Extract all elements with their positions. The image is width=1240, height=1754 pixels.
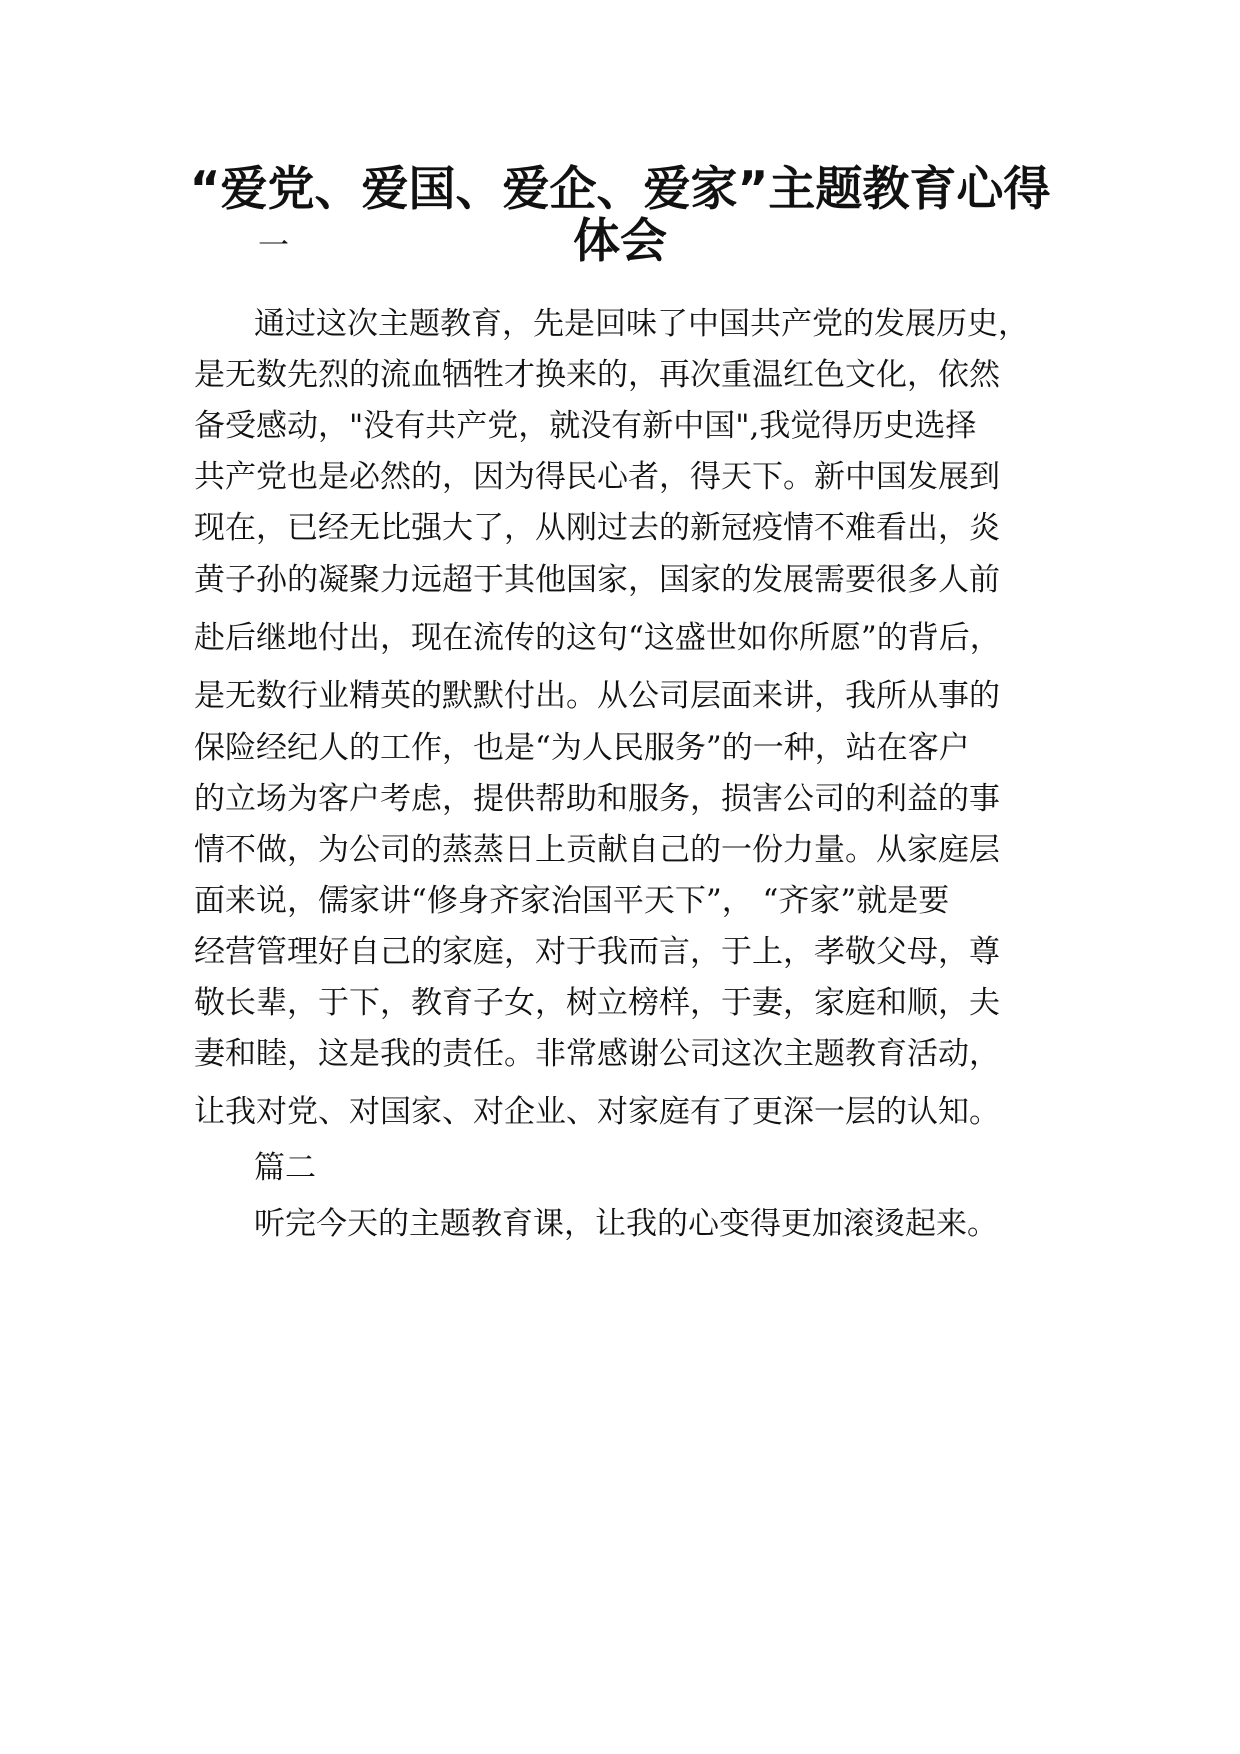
paragraph-line: 备受感动，"没有共产党，就没有新中国",我觉得历史选择 bbox=[194, 408, 977, 444]
section-one-marker: 一 bbox=[258, 228, 289, 264]
document-title-line-2: 体会 bbox=[573, 214, 667, 269]
paragraph-line: 让我对党、对国家、对企业、对家庭有了更深一层的认知。 bbox=[194, 1094, 1000, 1130]
paragraph-line: 经营管理好自己的家庭，对于我而言，于上，孝敬父母，尊 bbox=[194, 934, 1000, 970]
paragraph-line: 情不做，为公司的蒸蒸日上贡献自己的一份力量。从家庭层 bbox=[194, 832, 1000, 868]
document-title-line-1: “爱党、爱国、爱企、爱家”主题教育心得 bbox=[189, 162, 1051, 217]
paragraph-line: 赴后继地付出，现在流传的这句“这盛世如你所愿”的背后， bbox=[194, 620, 1001, 656]
paragraph-line: 保险经纪人的工作，也是“为人民服务”的一种，站在客户 bbox=[194, 730, 970, 766]
paragraph-line: 黄子孙的凝聚力远超于其他国家，国家的发展需要很多人前 bbox=[194, 562, 1000, 598]
paragraph-line: 现在，已经无比强大了，从刚过去的新冠疫情不难看出，炎 bbox=[194, 510, 1000, 546]
paragraph-line: 面来说，儒家讲“修身齐家治国平天下”， “齐家”就是要 bbox=[194, 883, 950, 919]
paragraph-line: 妻和睦，这是我的责任。非常感谢公司这次主题教育活动， bbox=[194, 1036, 1000, 1072]
section-two-marker: 篇二 bbox=[254, 1150, 316, 1186]
paragraph-line: 是无数先烈的流血牺牲才换来的，再次重温红色文化，依然 bbox=[194, 357, 1000, 393]
paragraph-line: 共产党也是必然的，因为得民心者，得天下。新中国发展到 bbox=[194, 459, 1000, 495]
paragraph-line: 的立场为客户考虑，提供帮助和服务，损害公司的利益的事 bbox=[194, 781, 1000, 817]
paragraph-line: 听完今天的主题教育课，让我的心变得更加滚烫起来。 bbox=[254, 1206, 998, 1242]
paragraph-line: 是无数行业精英的默默付出。从公司层面来讲，我所从事的 bbox=[194, 678, 1000, 714]
paragraph-line: 通过这次主题教育，先是回味了中国共产党的发展历史， bbox=[254, 306, 1029, 342]
paragraph-line: 敬长辈，于下，教育子女，树立榜样，于妻，家庭和顺，夫 bbox=[194, 985, 1000, 1021]
